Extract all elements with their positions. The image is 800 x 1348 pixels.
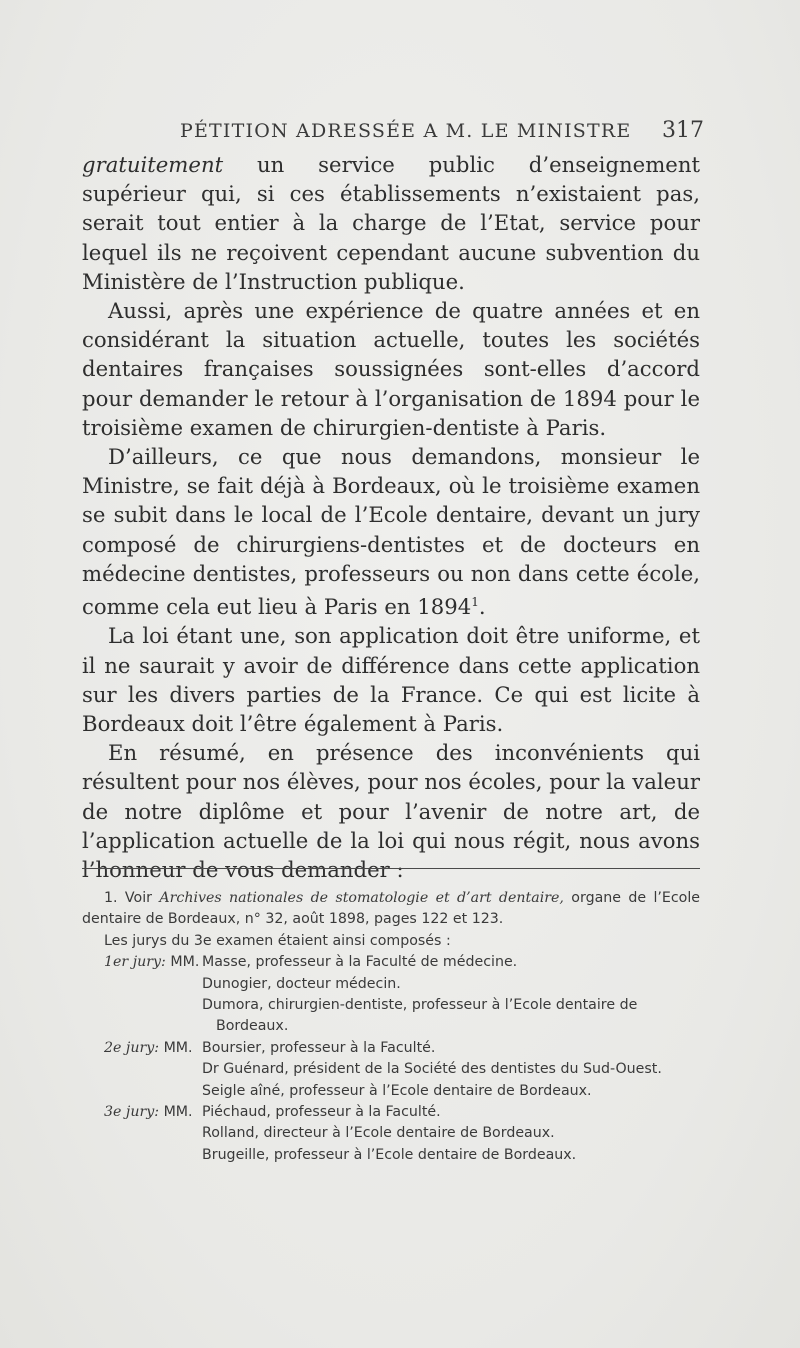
jury-3 (82, 1102, 700, 1166)
footnotes (82, 888, 700, 1166)
paragraph-3-end: . (478, 594, 486, 620)
page-number: 317 (662, 118, 704, 143)
paragraph-4: La loi étant une, son application doit être uniforme, et il ne saurait y avoir de différence dans cette application sur les divers parties de la France. Ce qui est licite à Bordeaux doit l’être également à Paris. (82, 623, 700, 736)
running-head (82, 118, 704, 148)
footnote-intro: Les jurys du 3e examen étaient ainsi composés : (104, 932, 451, 949)
footnote-source-details: organe de l’Ecole dentaire de Bordeaux, n° 32, août 1898, pages 122 et 123. (82, 890, 701, 928)
jury-mm: MM. (170, 954, 200, 971)
jury-member: Seigle aîné, professeur à l’Ecole dentaire de Bordeaux. (202, 1082, 592, 1099)
paragraph-1-text: un service public d’enseignement supérieur qui, si ces établissements n’existaient pas, serait tout entier à la charge de l’Etat, service pour lequel ils ne reçoivent cependant aucune subvention du Ministère de l’Instruction publique. (82, 152, 700, 294)
jury-member: Dunogier, docteur médecin. (202, 975, 401, 992)
jury-1 (82, 952, 700, 1038)
jury-member: Rolland, directeur à l’Ecole dentaire de Bordeaux. (202, 1125, 555, 1142)
footnote-number: 1. (104, 890, 118, 906)
footnote-source-title: Archives nationales de stomatologie et d’art dentaire, (159, 890, 564, 906)
footnote-1 (82, 888, 700, 931)
paragraph-5: En résumé, en présence des inconvénients qui résultent pour nos élèves, pour nos écoles, pour la valeur de notre diplôme et pour l’avenir de notre art, de l’application actuelle de la loi qui nous régit, nous avons l’honneur de vous demander : (82, 740, 700, 882)
jury-member: Dumora, chirurgien-dentiste, professeur à l’Ecole dentaire de Bordeaux. (202, 997, 638, 1035)
paragraph-3 (82, 442, 700, 621)
jury-member: Piéchaud, professeur à la Faculté. (202, 1104, 441, 1121)
jury-member: Masse, professeur à la Faculté de médecine. (202, 954, 518, 971)
jury-member: Dr Guénard, président de la Société des dentistes du Sud-Ouest. (202, 1061, 662, 1078)
footnote-separator-rule (82, 868, 700, 869)
italic-word: gratuitement (82, 152, 224, 177)
jury-members (202, 952, 700, 1038)
jury-member: Boursier, professeur à la Faculté. (202, 1039, 436, 1056)
jury-2 (82, 1038, 700, 1102)
jury-label: 3e jury: (104, 1104, 160, 1121)
running-title: PÉTITION ADRESSÉE A M. LE MINISTRE (180, 120, 632, 142)
jury-label: 1er jury: (104, 954, 166, 971)
jury-label: 2e jury: (104, 1039, 160, 1056)
paragraph-2: Aussi, après une expérience de quatre années et en considérant la situation actuelle, toutes les sociétés dentaires françaises soussignées sont-elles d’accord pour demander le retour à l’organisation de 1894 pour le troisième examen de chirurgien-dentiste à Paris. (82, 298, 700, 440)
jury-mm: MM. (163, 1104, 193, 1121)
footnote-lead: Voir (117, 890, 160, 906)
footnote-reference[interactable]: 1 (471, 595, 479, 610)
jury-members (202, 1038, 700, 1102)
jury-members (202, 1102, 700, 1166)
paragraph-3-text: D’ailleurs, ce que nous demandons, monsieur le Ministre, se fait déjà à Bordeaux, où le troisième examen se subit dans le local de l’Ecole dentaire, devant un jury composé de chirurgiens-dentistes et de docteurs en médecine dentistes, professeurs ou non dans cette école, comme cela eut lieu à Paris en 1894 (82, 444, 700, 620)
jury-mm: MM. (163, 1039, 193, 1056)
paragraph-1 (82, 150, 700, 296)
jury-member: Brugeille, professeur à l’Ecole dentaire de Bordeaux. (202, 1146, 577, 1163)
body-text (82, 150, 700, 884)
